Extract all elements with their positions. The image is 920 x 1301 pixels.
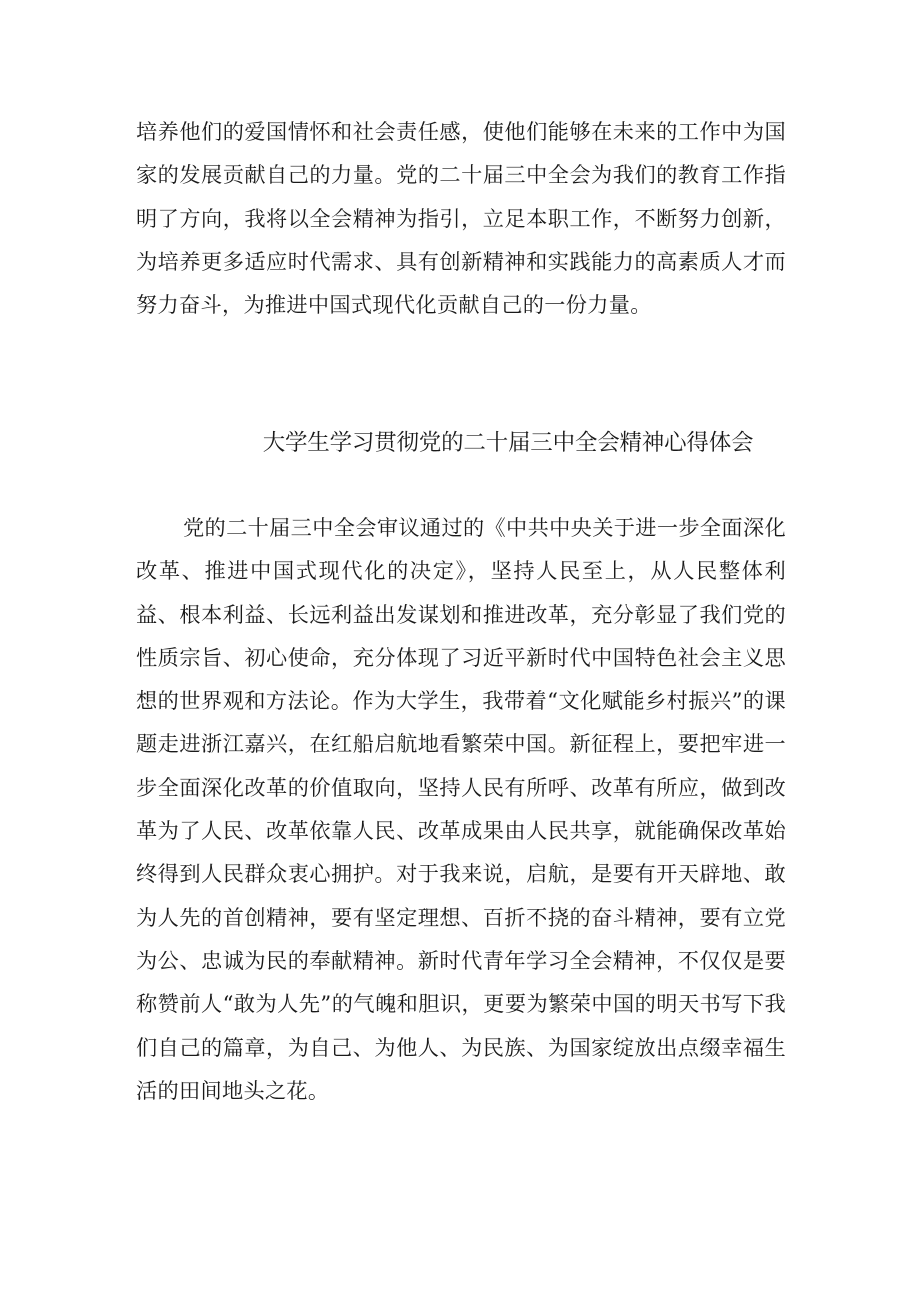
continuation-paragraph: 培养他们的爱国情怀和社会责任感，使他们能够在未来的工作中为国家的发展贡献自己的力量。党的二十届三中全会为我们的教育工作指明了方向，我将以全会精神为指引，立足本职工作，不断努力创新，为培养更多适应时代需求、具有创新精神和实践能力的高素质人才而努力奋斗，为推进中国式现代化贡献自己的一份力量。 (136, 119, 786, 318)
body-paragraph: 党的二十届三中全会审议通过的《中共中央关于进一步全面深化改革、推进中国式现代化的决定》，坚持人民至上，从人民整体利益、根本利益、长远利益出发谋划和推进改革，充分彰显了我们党的性质宗旨、初心使命，充分体现了习近平新时代中国特色社会主义思想的世界观和方法论。作为大学生，我带着“文化赋能乡村振兴”的课题走进浙江嘉兴，在红船启航地看繁荣中国。新征程上，要把牢进一步全面深化改革的价值取向，坚持人民有所呼、改革有所应，做到改革为了人民、改革依靠人民、改革成果由人民共享，就能确保改革始终得到人民群众衷心拥护。对于我来说，启航，是要有开天辟地、敢为人先的首创精神，要有坚定理想、百折不挠的奋斗精神，要有立党为公、忠诚为民的奉献精神。新时代青年学习全会精神，不仅仅是要称赞前人“敢为人先”的气魄和胆识，更要为繁荣中国的明天书写下我们自己的篇章，为自己、为他人、为民族、为国家绽放出点缀幸福生活的田间地头之花。 (136, 515, 786, 1103)
section-title: 大学生学习贯彻党的二十届三中全会精神心得体会 (262, 430, 754, 456)
